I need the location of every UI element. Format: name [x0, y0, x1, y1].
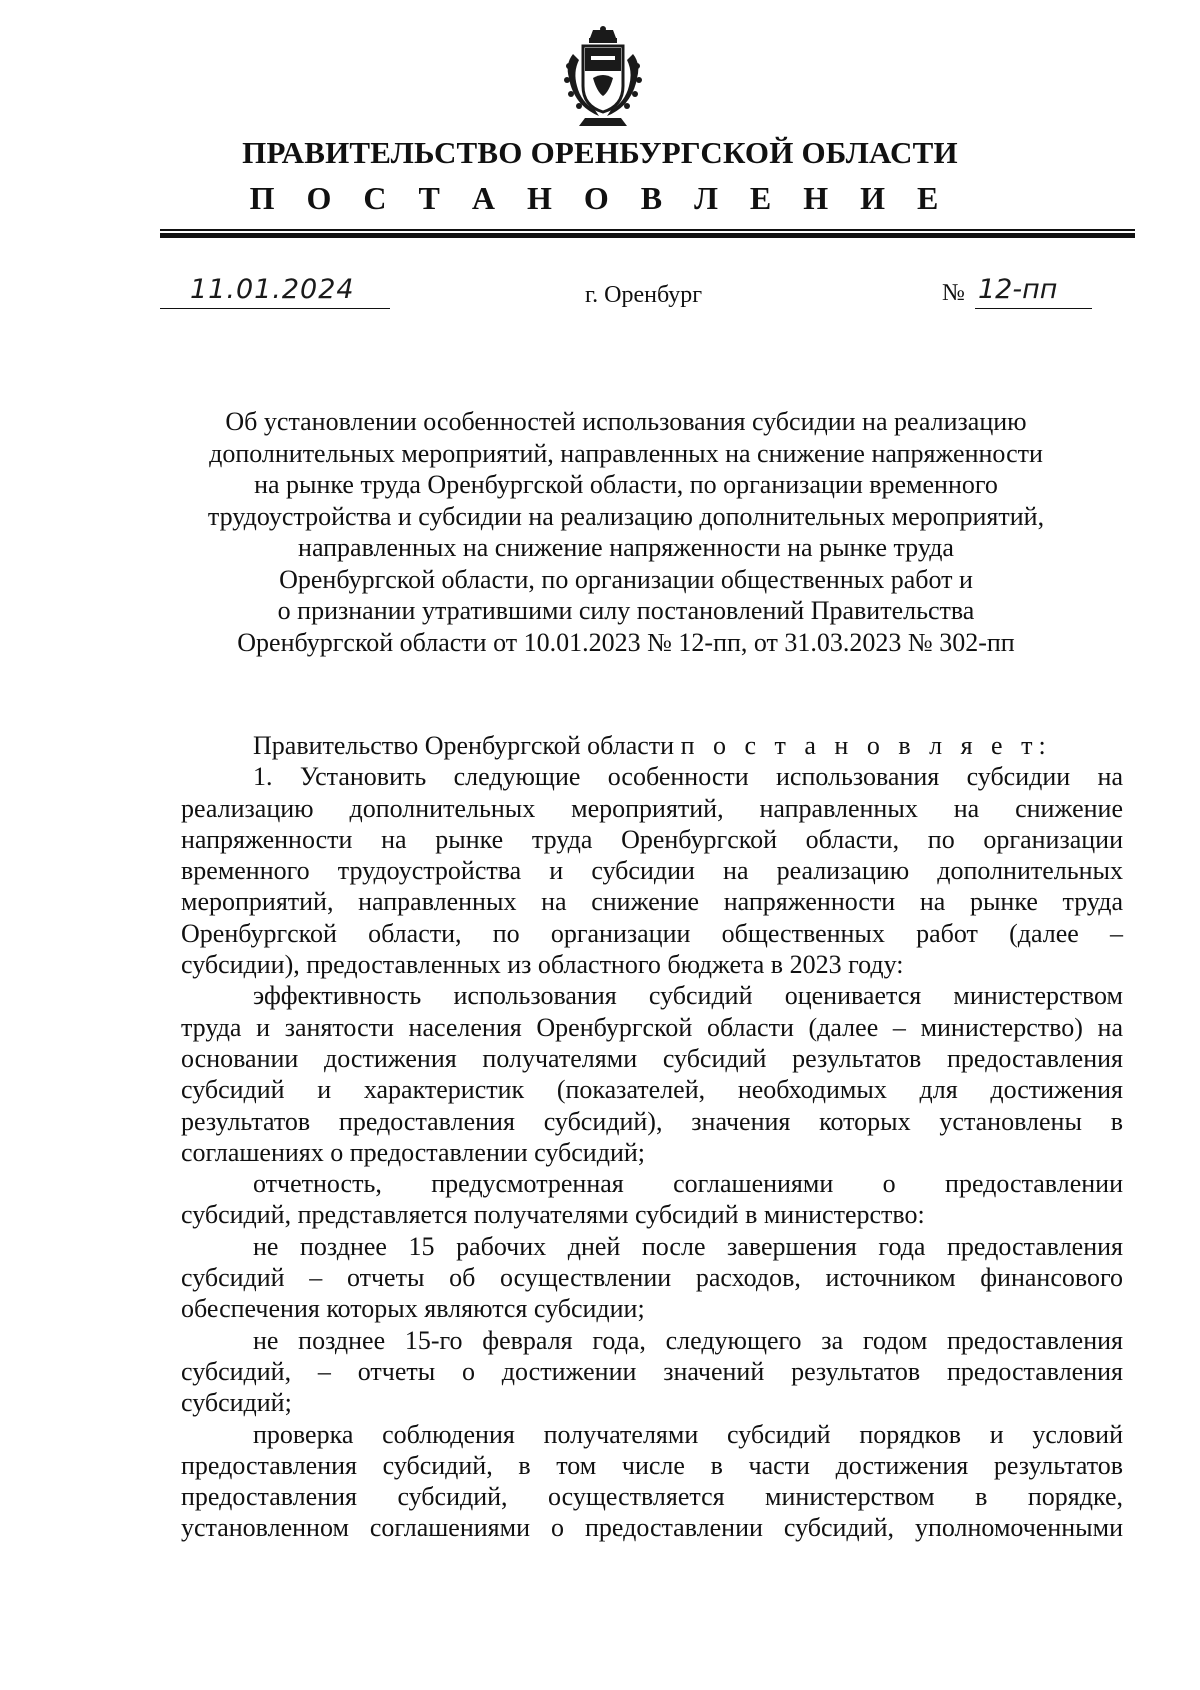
organization-title: ПРАВИТЕЛЬСТВО ОРЕНБУРГСКОЙ ОБЛАСТИ	[242, 135, 958, 170]
body-line: обеспечения которых являются субсидии;	[181, 1294, 645, 1324]
body-line: проверка соблюдения получателями субсидий порядков и условий	[253, 1419, 1123, 1449]
body-line: субсидии), предоставленных из областного бюджета в 2023 году:	[181, 950, 904, 980]
number-underline	[975, 308, 1092, 309]
body-line: мероприятий, направленных на снижение напряженности на рынке труда	[181, 887, 1123, 917]
body-line: напряженности на рынке труда Оренбургской области, по организации	[181, 824, 1123, 854]
header-rule-thin	[160, 229, 1135, 231]
date-underline	[160, 308, 390, 309]
body-line: 1. Установить следующие особенности использования субсидии на	[253, 762, 1123, 792]
document-type-title: П О С Т А Н О В Л Е Н И Е	[249, 180, 951, 216]
number-sign: №	[942, 280, 965, 306]
body-line: результатов предоставления субсидий), значения которых установлены в	[181, 1106, 1123, 1136]
body-line: субсидий, – отчеты о достижении значений результатов предоставления	[181, 1356, 1123, 1386]
subject-line: трудоустройства и субсидии на реализацию дополнительных мероприятий,	[207, 501, 1045, 531]
body-line: субсидий, представляется получателями субсидий в министерство:	[181, 1200, 925, 1230]
body-line: основании достижения получателями субсидий результатов предоставления	[181, 1043, 1123, 1073]
body-line: временного трудоустройства и субсидии на реализацию дополнительных	[181, 856, 1123, 886]
body-line: предоставления субсидий, осуществляется министерством в порядке,	[181, 1482, 1123, 1512]
document-body	[181, 730, 1123, 1544]
subject-line: дополнительных мероприятий, направленных на снижение напряженности	[209, 438, 1043, 468]
city-label: г. Оренбург	[585, 282, 703, 308]
body-intro-line	[181, 730, 1123, 761]
body-line: субсидий и характеристик (показателей, необходимых для достижения	[181, 1075, 1123, 1105]
body-line: отчетность, предусмотренная соглашениями о предоставлении	[253, 1169, 1123, 1199]
body-line: Оренбургской области, по организации общественных работ (далее –	[181, 918, 1123, 948]
body-line: соглашениях о предоставлении субсидий;	[181, 1137, 646, 1167]
body-line: не позднее 15-го февраля года, следующего за годом предоставления	[253, 1325, 1123, 1355]
body-line: субсидий – отчеты об осуществлении расходов, источником финансового	[181, 1263, 1123, 1293]
subject-line: Оренбургской области, по организации общественных работ и	[279, 564, 973, 594]
subject-line: Об установлении особенностей использования субсидии на реализацию	[225, 407, 1027, 436]
handwritten-number: 12-пп	[978, 274, 1058, 305]
handwritten-date: 11.01.2024	[190, 274, 355, 305]
intro-resolves: п о с т а н о в л я е т:	[680, 731, 1052, 760]
body-line: субсидий;	[181, 1388, 292, 1418]
body-line: не позднее 15 рабочих дней после завершения года предоставления	[253, 1231, 1123, 1261]
body-line: эффективность использования субсидий оценивается министерством	[253, 981, 1123, 1011]
coat-of-arms-emblem	[555, 26, 651, 130]
subject-line: Оренбургской области от 10.01.2023 № 12-пп, от 31.03.2023 № 302-пп	[237, 627, 1015, 657]
subject-line: направленных на снижение напряженности на рынке труда	[298, 533, 954, 562]
subject-line: на рынке труда Оренбургской области, по организации временного	[254, 470, 998, 499]
subject-line: о признании утратившими силу постановлений Правительства	[277, 596, 975, 625]
body-line: реализацию дополнительных мероприятий, направленных на снижение	[181, 793, 1123, 823]
intro-text: Правительство Оренбургской области	[253, 731, 675, 760]
header-rule-thick	[160, 233, 1135, 238]
body-line: труда и занятости населения Оренбургской области (далее – министерство) на	[181, 1012, 1123, 1042]
body-line: предоставления субсидий, в том числе в части достижения результатов	[181, 1450, 1123, 1480]
document-subject	[160, 406, 1092, 658]
body-line: установленном соглашениями о предоставлении субсидий, уполномоченными	[181, 1513, 1123, 1543]
